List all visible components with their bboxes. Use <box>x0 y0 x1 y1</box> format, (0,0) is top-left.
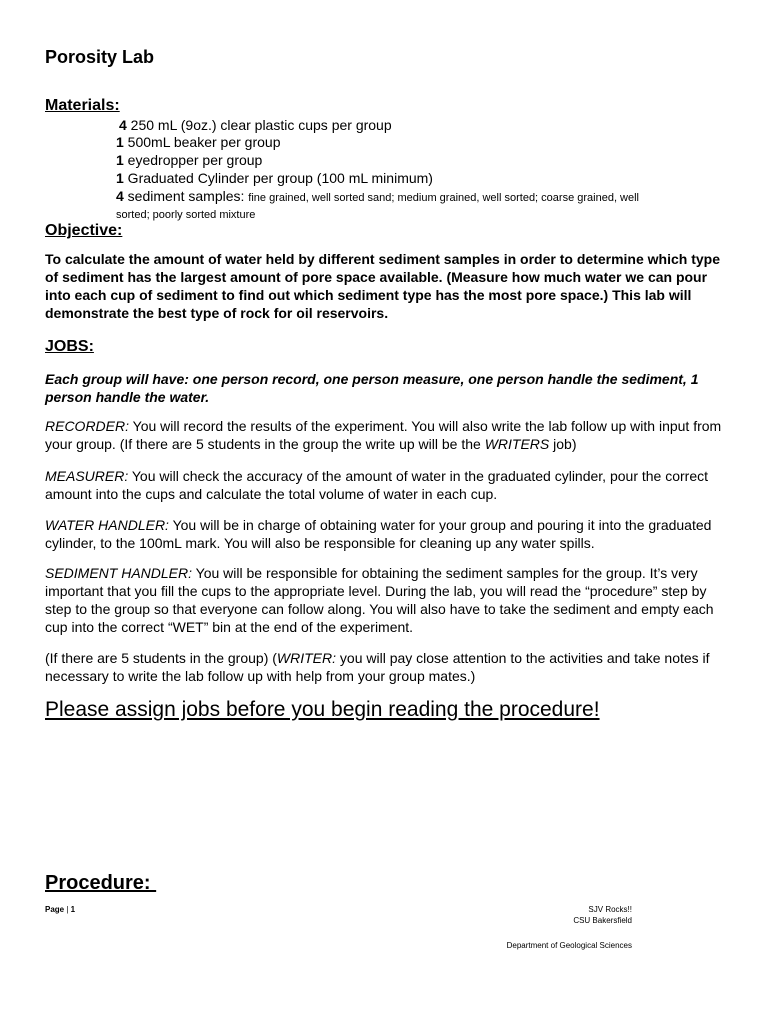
materials-item <box>116 134 281 151</box>
materials-item <box>116 152 262 169</box>
page-separator: | <box>64 905 71 914</box>
footer-line-2: CSU Bakersfield <box>573 916 632 925</box>
materials-detail: fine grained, well sorted sand; medium grained, well sorted; coarse grained, well <box>248 192 640 204</box>
recorder-text-end: job) <box>549 436 577 452</box>
sediment-handler-role: SEDIMENT HANDLER: <box>45 565 193 581</box>
procedure-heading: Procedure: <box>45 872 157 894</box>
writers-label: WRITERS <box>484 436 550 452</box>
jobs-intro: Each group will have: one person record, one person measure, one person handle the sediment, 1 person handle the water. <box>45 371 699 405</box>
water-handler-text: You will be in charge of obtaining water for your group and pouring it into the graduated cylinder, to the 100mL mark. You will also be responsible for cleaning up any water spills. <box>45 517 712 551</box>
materials-text: 500mL beaker per group <box>123 134 281 150</box>
materials-detail: sorted; poorly sorted mixture <box>116 209 256 221</box>
assign-jobs-notice: Please assign jobs before you begin reading the procedure! <box>45 698 600 721</box>
materials-item-continued <box>116 205 255 224</box>
materials-text: 250 mL (9oz.) clear plastic cups per group <box>126 117 392 133</box>
writer-paragraph <box>45 649 725 685</box>
page-number-value: 1 <box>70 905 76 914</box>
water-handler-paragraph <box>45 516 725 552</box>
writer-role: WRITER: <box>276 650 337 666</box>
objective-heading: Objective: <box>45 222 123 239</box>
page-label: Page <box>45 905 65 914</box>
materials-qty: 1 <box>116 170 124 186</box>
sediment-handler-text: You will be responsible for obtaining the sediment samples for the group. It’s very important that you fill the cups to the appropriate level. During the lab, you will read the “procedure” step by step to the group so that everyone can follow along. You will also have to take the sediment and empty each cup into the correct “WET” bin at the end of the experiment. <box>45 565 714 635</box>
materials-qty: 4 <box>119 117 127 133</box>
materials-text: eyedropper per group <box>123 152 263 168</box>
jobs-heading: JOBS: <box>45 338 94 355</box>
footer-line-1: SJV Rocks!! <box>588 905 632 914</box>
page-number <box>45 905 75 914</box>
writer-text: you will pay close attention to the activities and take notes if necessary to write the lab follow up with help from your group mates.) <box>45 650 710 684</box>
sediment-handler-paragraph <box>45 564 725 636</box>
footer-line-3: Department of Geological Sciences <box>506 941 632 950</box>
materials-heading: Materials: <box>45 97 120 114</box>
materials-item <box>116 170 433 187</box>
materials-text: Graduated Cylinder per group (100 mL minimum) <box>123 170 433 186</box>
materials-item <box>119 117 392 134</box>
materials-qty: 1 <box>116 152 124 168</box>
materials-qty: 4 <box>116 188 124 204</box>
writer-prefix: (If there are 5 students in the group) ( <box>45 650 277 666</box>
recorder-text: You will record the results of the experiment. You will also write the lab follow up with input from your group. (If there are 5 students in the group the write up will be the <box>45 418 722 452</box>
recorder-role: RECORDER: <box>45 418 130 434</box>
objective-text: To calculate the amount of water held by different sediment samples in order to determine which type of sediment has the largest amount of pore space available. (Measure how much water we can pour into each cup of sediment to find out which sediment type has the most pore space.) This lab will demonstrate the best type of rock for oil reservoirs. <box>45 251 720 321</box>
measurer-text: You will check the accuracy of the amount of water in the graduated cylinder, pour the correct amount into the cups and calculate the total volume of water in each cup. <box>45 468 709 502</box>
measurer-role: MEASURER: <box>45 468 129 484</box>
recorder-paragraph <box>45 417 725 453</box>
water-handler-role: WATER HANDLER: <box>45 517 169 533</box>
materials-text: sediment samples: <box>123 188 245 204</box>
materials-qty: 1 <box>116 134 124 150</box>
page-title: Porosity Lab <box>45 47 155 67</box>
measurer-paragraph <box>45 467 725 503</box>
